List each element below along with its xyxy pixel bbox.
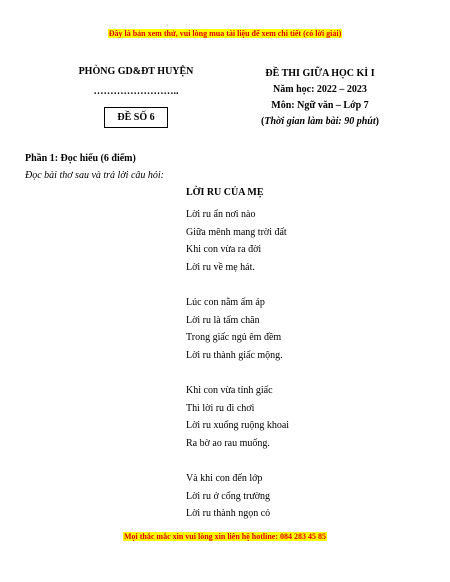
time-line [230, 114, 410, 130]
stanza-gap [186, 452, 289, 470]
poem-line: Giữa mênh mang trời đất [186, 226, 287, 238]
poem-line: Lời ru ở cổng trường [186, 490, 271, 502]
department-dots: …………………….. [93, 86, 179, 97]
stanza-gap [186, 364, 289, 382]
poem-line: Lời ru ẩn nơi nào [186, 209, 256, 220]
bottom-banner-text: Mọi thắc mắc xin vui lòng xin liên hệ hotline: 084 283 45 85 [123, 532, 326, 541]
poem-line: Và khi con đến lớp [186, 472, 263, 484]
poem-line: Lời ru là tấm chăn [186, 314, 260, 326]
time-text: Thời gian làm bài: 90 phút [264, 116, 376, 127]
instruction: Đọc bài thơ sau và trả lời câu hỏi: [25, 170, 164, 181]
poem-line: Lời ru về mẹ hát. [186, 261, 255, 273]
top-banner-text: Đây là bản xem thử, vui lòng mua tài liệu để xem chi tiết (có lời giải) [108, 29, 342, 38]
poem-line: Lời ru thành giấc mộng. [186, 349, 283, 361]
poem-line: Ra bờ ao rau muống. [186, 437, 270, 449]
poem-line: Lời ru xuống ruộng khoai [186, 420, 290, 432]
exam-number-box: ĐỀ SỐ 6 [104, 107, 167, 128]
bottom-hotline-banner [0, 532, 450, 541]
header-right [230, 66, 410, 130]
poem-line: Khi con vừa tỉnh giấc [186, 384, 273, 396]
poem-body [186, 206, 289, 523]
top-preview-banner [0, 29, 450, 38]
poem-line: Khi con vừa ra đời [186, 244, 262, 256]
exam-title: ĐỀ THI GIỮA HỌC KÌ I [265, 68, 375, 79]
time-open-paren: ( [261, 116, 265, 127]
poem-line: Lúc con nằm ấm áp [186, 296, 265, 308]
poem-title: LỜI RU CỦA MẸ [186, 187, 264, 198]
poem-line: Lời ru thành ngọn cỏ [186, 508, 271, 520]
subject-line: Môn: Ngữ văn – Lớp 7 [271, 100, 369, 111]
stanza-gap [186, 276, 289, 294]
poem-line: Thì lời ru đi chơi [186, 402, 255, 414]
school-year: Năm học: 2022 – 2023 [273, 84, 367, 95]
header-left [52, 66, 220, 128]
part-title: Phần 1: Đọc hiểu (6 điểm) [25, 153, 136, 164]
poem-line: Trong giấc ngủ êm đềm [186, 332, 282, 344]
department-name: PHÒNG GD&ĐT HUYỆN [78, 66, 194, 77]
time-close-paren: ) [375, 116, 379, 127]
